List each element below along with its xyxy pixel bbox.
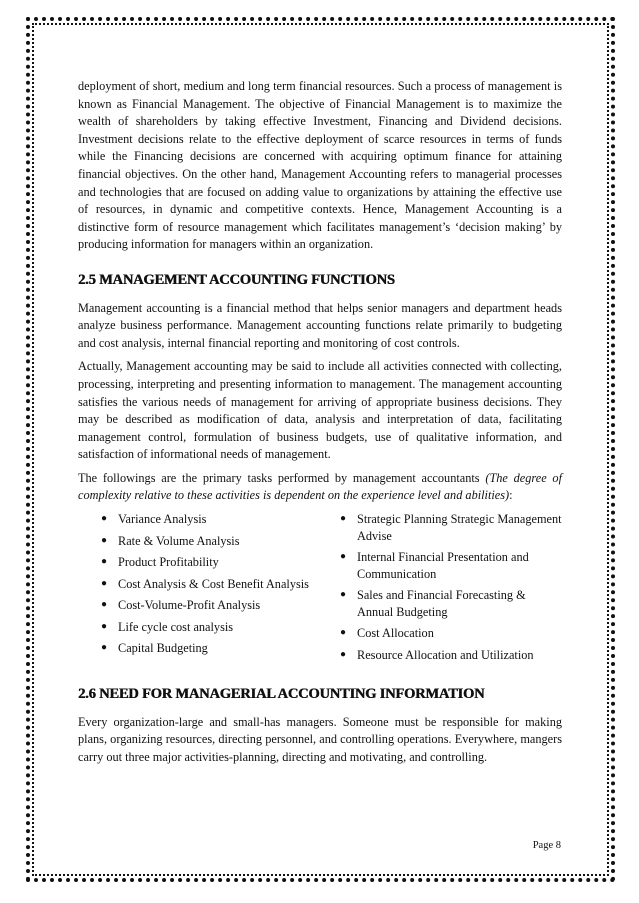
task-list-item: [331, 511, 562, 544]
intro-paragraph: deployment of short, medium and long term financial resources. Such a process of management is known as Financial Management. The objective of Financial Management is to maximize the wealth of shareholders by taking effective Investment, Financing and Dividend decisions. Investment decisions relate to the effective deployment of scarce resources in terms of funds while the Financing decisions are concerned with acquiring optimum finance for attaining financial objectives. On the other hand, Management Accounting refers to managerial processes and technologies that are focused on adding value to organizations by attaining the effective use of resources, in dynamic and competitive contexts. Hence, Management Accounting is a distinctive form of resource management which facilitates management’s ‘decision making’ by producing information for managers within an organization.: [78, 79, 562, 252]
bullet-icon: ●: [340, 648, 347, 660]
task-list-item-label: Sales and Financial Forecasting & Annual Budgeting: [357, 588, 526, 619]
task-list-columns: [78, 511, 562, 668]
bullet-icon: ●: [101, 534, 108, 546]
task-list-item: [331, 587, 562, 620]
task-list-item: [92, 554, 323, 571]
section-heading-2-6: 2.6 NEED FOR MANAGERIAL ACCOUNTING INFORMATION: [78, 686, 485, 703]
task-list-item: [92, 511, 323, 528]
task-list-item: [331, 647, 562, 664]
section-2-5-paragraph-3: [78, 470, 562, 505]
bullet-icon: ●: [340, 589, 347, 601]
task-list-item-label: Life cycle cost analysis: [118, 619, 234, 634]
page-content: [78, 78, 562, 772]
task-list-item-label: Variance Analysis: [118, 512, 207, 527]
task-list-item-label: Capital Budgeting: [118, 641, 208, 656]
task-list-item: [92, 640, 323, 657]
task-list-item-label: Rate & Volume Analysis: [118, 533, 240, 548]
bullet-icon: ●: [340, 627, 347, 639]
task-list-item: [331, 549, 562, 582]
task-list-item: [92, 619, 323, 636]
tasks-intro-text: The followings are the primary tasks performed by management accountants: [78, 470, 486, 485]
task-list-item-label: Strategic Planning Strategic Management Advise: [357, 512, 562, 543]
bullet-icon: ●: [340, 551, 347, 563]
bullet-icon: ●: [101, 620, 108, 632]
bullet-icon: ●: [101, 556, 108, 568]
task-list-item: [92, 597, 323, 614]
task-list-item-label: Internal Financial Presentation and Communication: [357, 550, 529, 581]
task-list-right: [323, 511, 562, 668]
bullet-icon: ●: [101, 513, 108, 525]
section-2-6-paragraph-1: Every organization-large and small-has managers. Someone must be responsible for making plans, organizing resources, directing personnel, and controlling operations. Everywhere, mangers carry out three major activities-planning, directing and motivating, and controlling.: [78, 714, 562, 764]
task-list-item: [92, 533, 323, 550]
task-list-item-label: Product Profitability: [118, 555, 219, 570]
task-list-item-label: Cost-Volume-Profit Analysis: [118, 598, 261, 613]
section-2-5-paragraph-2: Actually, Management accounting may be said to include all activities connected with collecting, processing, interpreting and presenting information to management. The management accounting satisfies the various needs of management for arriving of appropriate business decisions. They may be described as modification of data, analysis and interpretation of data, facilitating management control, formulation of business budgets, use of qualitative information, and satisfaction of informational needs of management.: [78, 359, 562, 462]
task-list-item: [92, 576, 323, 593]
bullet-icon: ●: [101, 577, 108, 589]
task-list-item-label: Cost Allocation: [357, 626, 434, 641]
task-list-item-label: Cost Analysis & Cost Benefit Analysis: [118, 576, 309, 591]
tasks-intro-italic: (The degree of complexity relative to these activities is dependent on the experience level and abilities): [78, 470, 562, 503]
bullet-icon: ●: [340, 513, 347, 525]
tasks-intro-colon: :: [509, 488, 513, 503]
section-heading-2-5: 2.5 MANAGEMENT ACCOUNTING FUNCTIONS: [78, 271, 395, 288]
task-list-left: [78, 511, 323, 668]
bullet-icon: ●: [101, 599, 108, 611]
task-list-item-label: Resource Allocation and Utilization: [357, 647, 534, 662]
section-2-5-paragraph-1: Management accounting is a financial method that helps senior managers and department heads analyze business performance. Management accounting functions relate primarily to budgeting and cost analysis, internal financial reporting and monitoring of cost controls.: [78, 300, 562, 350]
page-number: Page 8: [532, 840, 561, 851]
bullet-icon: ●: [101, 642, 108, 654]
task-list-item: [331, 625, 562, 642]
